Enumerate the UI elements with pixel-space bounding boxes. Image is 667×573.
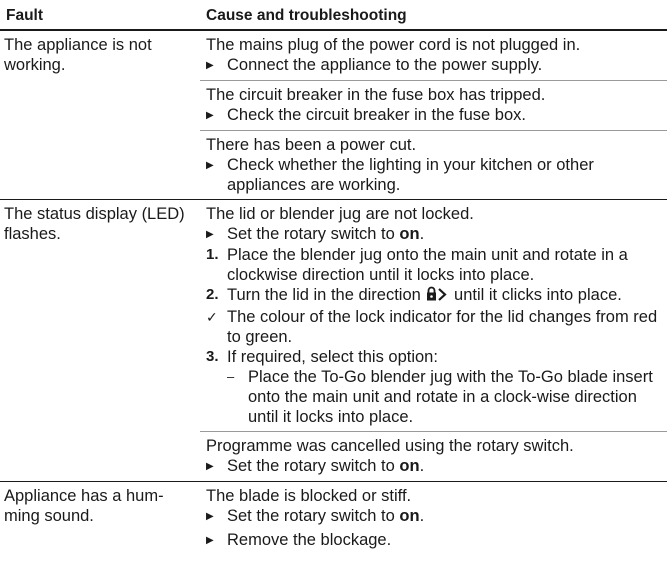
- cause-cell: [200, 200, 667, 432]
- cause-text: There has been a power cut.: [206, 136, 417, 154]
- action-item: ▶ Set the rotary switch to on.: [206, 507, 425, 525]
- step-item: 3. If required, select this option:: [206, 348, 438, 366]
- step-number: 3.: [206, 348, 219, 365]
- table-header-row: [0, 0, 667, 30]
- header-cause: Cause and troubleshooting: [200, 0, 667, 30]
- triangle-right-icon: ▶: [206, 160, 214, 171]
- table-row: [0, 200, 667, 432]
- table-row: [0, 482, 667, 556]
- cause-cell: [200, 131, 667, 200]
- action-item: ▶ Check the circuit breaker in the fuse box.: [206, 106, 526, 124]
- step-number: 1.: [206, 246, 219, 263]
- fault-cell: The appliance is not working.: [0, 30, 200, 200]
- header-fault: Fault: [0, 0, 200, 30]
- action-item: ▶ Set the rotary switch to on.: [206, 225, 425, 243]
- cause-cell: [200, 482, 667, 556]
- triangle-right-icon: ▶: [206, 535, 214, 546]
- cause-cell: [200, 81, 667, 131]
- action-item: ▶ Connect the appliance to the power supply.: [206, 56, 543, 74]
- table-row: [0, 30, 667, 81]
- cause-text: The lid or blender jug are not locked.: [206, 205, 474, 223]
- check-icon: ✓: [206, 309, 218, 325]
- triangle-right-icon: ▶: [206, 229, 214, 240]
- cause-cell: [200, 432, 667, 482]
- action-item: ▶ Check whether the lighting in your kitchen or other appliances are working.: [206, 156, 594, 194]
- result-item: ✓ The colour of the lock indicator for the lid changes from red to green.: [206, 308, 658, 346]
- triangle-right-icon: ▶: [206, 110, 214, 121]
- triangle-right-icon: ▶: [206, 511, 214, 522]
- cause-cell: [200, 30, 667, 81]
- option-item: – Place the To-Go blender jug with the To-Go blade insert onto the main unit and rotate in a clock-wise direction until it locks into place.: [227, 368, 653, 426]
- cause-text: The blade is blocked or stiff.: [206, 487, 412, 505]
- cause-text: Programme was cancelled using the rotary switch.: [206, 437, 574, 455]
- triangle-right-icon: ▶: [206, 60, 214, 71]
- lock-arrow-icon: [426, 286, 448, 307]
- step-item: 2. Turn the lid in the direction until it clicks into place.: [206, 285, 665, 307]
- dash-icon: –: [227, 369, 235, 384]
- action-item: ▶ Set the rotary switch to on.: [206, 457, 425, 475]
- step-item: 1. Place the blender jug onto the main unit and rotate in a clockwise direction until it locks into place.: [206, 246, 628, 284]
- fault-cell: Appliance has a hum-ming sound.: [4, 487, 164, 525]
- cause-text: The circuit breaker in the fuse box has tripped.: [206, 86, 546, 104]
- keyword-on: on: [399, 225, 420, 243]
- keyword-on: on: [399, 507, 420, 525]
- action-item: ▶ Remove the blockage.: [206, 531, 392, 549]
- cause-text: The mains plug of the power cord is not plugged in.: [206, 36, 581, 54]
- triangle-right-icon: ▶: [206, 461, 214, 472]
- step-number: 2.: [206, 286, 219, 303]
- keyword-on: on: [399, 457, 420, 475]
- fault-cell: The status display (LED) flashes.: [0, 200, 200, 482]
